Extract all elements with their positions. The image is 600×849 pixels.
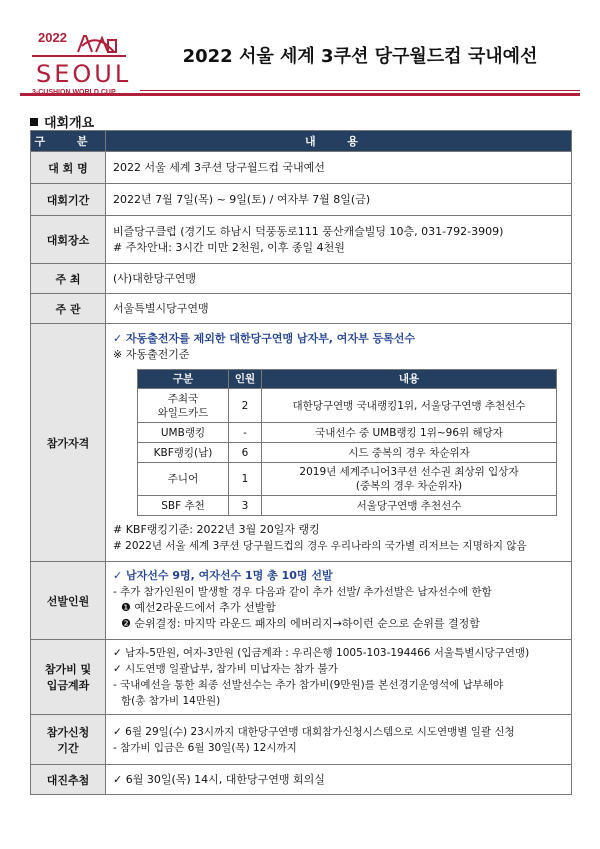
- section-heading: [30, 112, 94, 131]
- value-venue: [106, 216, 572, 264]
- eligibility-note: ※ 자동출전기준: [113, 348, 190, 361]
- selection-step-2: ❷ 순위결정: 마지막 라운드 패자의 에버리지→하이런 순으로 순위를 결정함: [121, 617, 480, 630]
- sub-cell-count: 2: [229, 389, 262, 423]
- venue-parking: # 주차안내: 3시간 미만 2천원, 이후 종일 4천원: [113, 240, 345, 254]
- section-title: 대회개요: [44, 116, 95, 131]
- value-application: [106, 715, 572, 765]
- fee-total: 함(총 참가비 14만원): [121, 695, 221, 707]
- page-title: 2022 서울 세계 3쿠션 당구월드컵 국내예선: [182, 46, 538, 67]
- sub-header-content: 내용: [262, 370, 557, 389]
- value-draw: ✓ 6월 30일(목) 14시, 대한당구연맹 회의실: [106, 765, 572, 795]
- eligibility-reserve-note: # 2022년 서울 세계 3쿠션 당구월드컵의 경우 우리나라의 국가별 리저브는 지명하지 않음: [113, 540, 527, 552]
- sub-cell-category: UMB랭킹: [138, 423, 229, 443]
- label-fee: [31, 640, 106, 715]
- value-eligibility: [106, 324, 572, 562]
- row-period: [31, 184, 572, 216]
- label-application-line2: 기간: [57, 741, 79, 755]
- row-application: [31, 715, 572, 765]
- auto-entry-table: [137, 369, 557, 516]
- sub-cell-category: SBF 추천: [138, 496, 229, 516]
- sub-header-count: 인원: [229, 370, 262, 389]
- row-eligibility: [31, 324, 572, 562]
- sub-header-row: [138, 370, 557, 389]
- row-selection: [31, 562, 572, 640]
- sub-cell-category: 주최국 와일드카드: [138, 389, 229, 423]
- square-bullet-icon: [30, 118, 38, 126]
- label-venue: 대회장소: [31, 216, 106, 264]
- fee-additional: - 국내예선을 통한 최종 선발선수는 추가 참가비(9만원)를 본선경기운영석에 납부해야: [113, 679, 504, 691]
- label-fee-line2: 입금계좌: [46, 679, 90, 692]
- value-organizer: 서울특별시당구연맹: [106, 294, 572, 324]
- table-row: [138, 443, 557, 463]
- fee-payment: ✓ 시도연맹 일괄납부, 참가비 미납자는 참가 불가: [113, 663, 338, 675]
- row-draw: [31, 765, 572, 795]
- header-category: 구 분: [31, 131, 106, 152]
- label-host: 주 최: [31, 264, 106, 294]
- label-application-line1: 참가신청: [46, 725, 90, 739]
- logo-city: SEOUL: [36, 60, 132, 88]
- logo-year: 2022: [38, 30, 67, 45]
- sub-header-category: 구분: [138, 370, 229, 389]
- row-venue: [31, 216, 572, 264]
- row-name: [31, 152, 572, 184]
- eligibility-headline: ✓ 자동출전자를 제외한 대한당구연맹 남자부, 여자부 등록선수: [113, 332, 416, 345]
- title-divider: [20, 93, 580, 96]
- label-name: 대 회 명: [31, 152, 106, 184]
- overview-table: [30, 130, 572, 795]
- table-header-row: [31, 131, 572, 152]
- row-fee: [31, 640, 572, 715]
- label-selection: 선발인원: [31, 562, 106, 640]
- value-host: (사)대한당구연맹: [106, 264, 572, 294]
- table-row: [138, 389, 557, 423]
- selection-headline: ✓ 남자선수 9명, 여자선수 1명 총 10명 선발: [113, 569, 333, 582]
- label-draw: 대진추첨: [31, 765, 106, 795]
- eligibility-ranking-note: # KBF랭킹기준: 2022년 3월 20일자 랭킹: [113, 523, 320, 536]
- title-divider-thin: [140, 90, 580, 91]
- sub-cell-content: 대한당구연맹 국내랭킹1위, 서울당구연맹 추천선수: [262, 389, 557, 423]
- value-period: 2022년 7월 7일(목) ~ 9일(토) / 여자부 7월 8일(금): [106, 184, 572, 216]
- event-logo: [22, 22, 134, 102]
- table-row: [138, 496, 557, 516]
- selection-step-1: ❶ 예선2라운드에서 추가 선발함: [121, 601, 276, 614]
- sub-cell-content: 시드 중복의 경우 차순위자: [262, 443, 557, 463]
- label-eligibility: 참가자격: [31, 324, 106, 562]
- sub-cell-category: KBF랭킹(남): [138, 443, 229, 463]
- value-name: 2022 서울 세계 3쿠션 당구월드컵 국내예선: [106, 152, 572, 184]
- label-period: 대회기간: [31, 184, 106, 216]
- sub-cell-content: 국내선수 중 UMB랭킹 1위~96위 해당자: [262, 423, 557, 443]
- application-payment: - 참가비 입금은 6월 30일(목) 12시까지: [113, 741, 297, 754]
- value-fee: [106, 640, 572, 715]
- label-organizer: 주 관: [31, 294, 106, 324]
- sub-cell-count: 3: [229, 496, 262, 516]
- row-host: [31, 264, 572, 294]
- venue-address: 비즐당구클럽 (경기도 하남시 덕풍동로111 풍산캐슬빌딩 10층, 031-792-3909): [113, 224, 504, 238]
- sub-cell-count: 1: [229, 463, 262, 496]
- sub-cell-category: 주니어: [138, 463, 229, 496]
- table-row: [138, 463, 557, 496]
- application-deadline: ✓ 6월 29일(수) 23시까지 대한당구연맹 대회참가신청시스템으로 시도연맹별 일괄 신청: [113, 725, 515, 738]
- label-fee-line1: 참가비 및: [44, 663, 92, 676]
- table-row: [138, 423, 557, 443]
- fee-amount: ✓ 남자-5만원, 여자-3만원 (입금계좌 : 우리은행 1005-103-194466 서울특별시당구연맹): [113, 647, 530, 659]
- label-application: [31, 715, 106, 765]
- selection-extra-rule: - 추가 참가인원이 발생할 경우 다음과 같이 추가 선발/ 추가선발은 남자선수에 한함: [113, 586, 492, 598]
- value-selection: [106, 562, 572, 640]
- row-organizer: [31, 294, 572, 324]
- header-content: 내 용: [106, 131, 572, 152]
- sub-cell-count: 6: [229, 443, 262, 463]
- sub-cell-count: -: [229, 423, 262, 443]
- sub-cell-content: 2019년 세계주니어3쿠션 선수권 최상위 입상자 (중복의 경우 차순위자): [262, 463, 557, 496]
- sub-cell-content: 서울당구연맹 추천선수: [262, 496, 557, 516]
